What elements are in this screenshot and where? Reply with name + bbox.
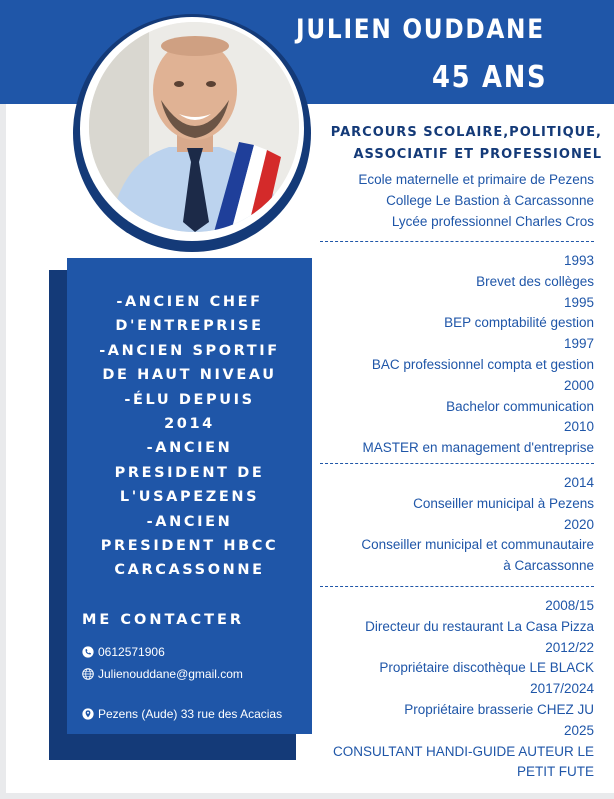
- diploma-line: Bachelor communication: [446, 398, 594, 414]
- diploma-line: BAC professionnel compta et gestion: [371, 356, 594, 372]
- divider: [320, 241, 594, 242]
- pro-line: Propriétaire brasserie CHEZ JU: [404, 701, 594, 717]
- bio-line: PRESIDENT HBCC: [100, 538, 279, 555]
- globe-icon: [82, 668, 94, 680]
- professionnel-list: [304, 596, 594, 783]
- phone-number: 0612571906: [98, 645, 165, 659]
- diploma-line: MASTER en management d'entreprise: [362, 440, 594, 456]
- diploma-line: 1995: [563, 294, 594, 310]
- politique-line: Conseiller municipal et communautaire: [361, 537, 594, 553]
- bio-line: D'ENTREPRISE: [115, 318, 264, 335]
- bio-line: L'USAPEZENS: [119, 489, 260, 506]
- bio-line: CARCASSONNE: [114, 562, 265, 579]
- bottom-edge-band: [0, 793, 614, 799]
- pro-line: Directeur du restaurant La Casa Pizza: [365, 618, 594, 634]
- section-heading-line: ASSOCIATIF ET PROFESSIONEL: [353, 147, 602, 162]
- pro-line: 2017/2024: [530, 681, 594, 697]
- profile-photo-icon: [89, 22, 299, 232]
- diploma-line: 1993: [563, 253, 594, 268]
- bio-line: -ANCIEN CHEF: [116, 294, 263, 310]
- postal-address: Pezens (Aude) 33 rue des Acacias: [98, 707, 283, 721]
- bio-line: -ÉLU DEPUIS: [124, 391, 255, 408]
- bio-line: 2014: [164, 416, 215, 433]
- school-line: Ecole maternelle et primaire de Pezens: [358, 172, 594, 187]
- bio-line: DE HAUT NIVEAU: [102, 367, 277, 384]
- bio-line: PRESIDENT DE: [114, 464, 265, 481]
- address-row: [82, 707, 282, 721]
- bio-line: -ANCIEN: [146, 440, 233, 457]
- person-age: 45 ANS: [432, 60, 548, 95]
- diploma-line: 1997: [563, 336, 594, 352]
- school-line: Lycée professionnel Charles Cros: [391, 213, 594, 229]
- bio-text: [67, 290, 312, 583]
- diploma-line: BEP comptabilité gestion: [444, 315, 594, 331]
- pro-line: 2008/15: [545, 598, 594, 613]
- politique-line: 2014: [563, 475, 594, 490]
- pro-line: 2025: [563, 722, 594, 738]
- pro-line: Propriétaire discothèque LE BLACK: [379, 660, 594, 676]
- phone-icon: [82, 646, 94, 658]
- diploma-line: 2000: [563, 377, 594, 393]
- section-heading-line: PARCOURS SCOLAIRE,POLITIQUE,: [330, 125, 602, 140]
- divider: [320, 463, 594, 464]
- school-line: College Le Bastion à Carcassonne: [386, 192, 594, 208]
- politique-list: [304, 473, 594, 577]
- person-name: JULIEN OUDDANE: [296, 14, 545, 45]
- pro-line: 2012/22: [545, 639, 594, 655]
- contact-title: ME CONTACTER: [82, 612, 245, 628]
- schools-list: [304, 170, 594, 232]
- diploma-line: 2010: [563, 419, 594, 435]
- section-heading: [331, 122, 602, 166]
- politique-line: Conseiller municipal à Pezens: [413, 495, 594, 511]
- phone-row[interactable]: [82, 645, 165, 659]
- divider: [320, 586, 594, 587]
- email-row[interactable]: [82, 667, 243, 681]
- email-address: Julienouddane@gmail.com: [98, 667, 243, 681]
- left-edge-band: [0, 0, 6, 799]
- bio-line: -ANCIEN: [146, 513, 233, 530]
- location-pin-icon: [82, 708, 94, 720]
- diplomas-list: [304, 251, 594, 459]
- pro-line: CONSULTANT HANDI-GUIDE AUTEUR LE: [332, 743, 594, 759]
- pro-line: PETIT FUTE: [516, 764, 594, 780]
- diploma-line: Brevet des collèges: [476, 273, 594, 289]
- bio-line: -ANCIEN SPORTIF: [99, 342, 280, 359]
- politique-line: 2020: [563, 516, 594, 532]
- politique-line: à Carcassonne: [503, 558, 594, 574]
